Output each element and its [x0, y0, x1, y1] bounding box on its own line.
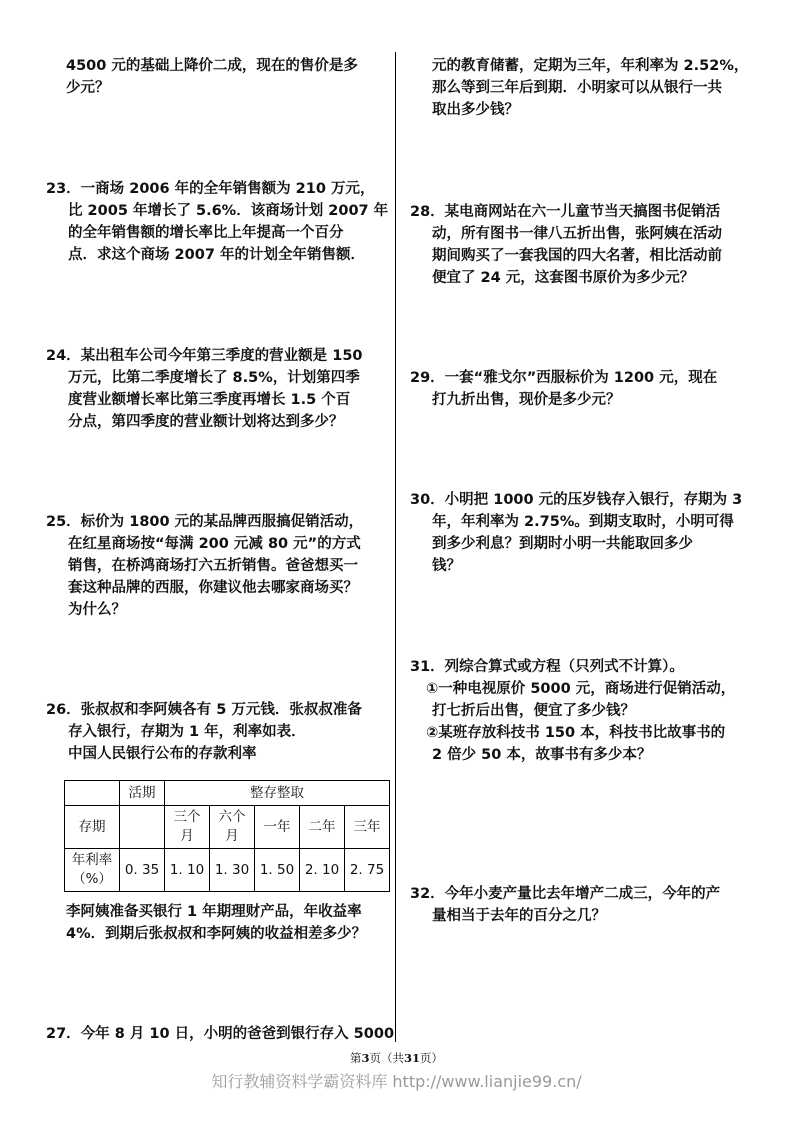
- question-32: 32．今年小麦产量比去年增产二成三，今年的产 量相当于去年的百分之几？: [410, 886, 721, 924]
- table-rate-6m: 1. 30: [210, 849, 255, 892]
- column-divider: [395, 52, 396, 1042]
- table-rate-1y: 1. 50: [255, 849, 300, 892]
- table-term-2y: 二年: [300, 806, 345, 849]
- question-22-tail: 4500 元的基础上降价二成，现在的售价是多 少元？: [66, 58, 358, 96]
- table-term-3y: 三年: [345, 806, 390, 849]
- table-header-current: 活期: [120, 781, 165, 806]
- question-28: 28．某电商网站在六一儿童节当天搞图书促销活 动，所有图书一律八五折出售，张阿姨在活动 期间购买了一套我国的四大名著，相比活动前 便宜了 24 元，这套图书原价为多少元？: [410, 204, 722, 286]
- question-27: 27．今年 8 月 10 日，小明的爸爸到银行存入 5000: [46, 1026, 395, 1042]
- question-24: 24．某出租车公司今年第三季度的营业额是 150 万元，比第二季度增长了 8.5%，计划第四季 度营业额增长率比第三季度再增长 1.5 个百 分点，第四季度的营业额计划将达到多少？: [46, 348, 363, 430]
- question-26-tail: 李阿姨准备买银行 1 年期理财产品，年收益率 4%．到期后张叔叔和李阿姨的收益相差多少？: [66, 904, 367, 942]
- table-rate-3y: 2. 75: [345, 849, 390, 892]
- table-label-term: 存期: [65, 806, 120, 849]
- page-number: 第3页（共31页）: [349, 1051, 444, 1065]
- watermark-link[interactable]: 知行教辅资料学霸资料库 http://www.lianjie99.cn/: [211, 1072, 582, 1091]
- table-rate-current: 0. 35: [120, 849, 165, 892]
- table-term-1y: 一年: [255, 806, 300, 849]
- table-header-fixed: 整存整取: [165, 781, 390, 806]
- question-25: 25．标价为 1800 元的某品牌西服搞促销活动， 在红星商场按“每满 200 元减 80 元”的方式 销售，在桥鸿商场打六五折销售。爸爸想买一 套这种品牌的西服，你建议他去哪家商场买？ 为什么？: [46, 514, 364, 618]
- deposit-rate-table: [64, 780, 390, 892]
- table-term-6m: 六个 月: [210, 806, 255, 849]
- question-23: 23．一商场 2006 年的全年销售额为 210 万元， 比 2005 年增长了 5.6%．该商场计划 2007 年 的全年销售额的增长率比上年提高一个百分 点．求这个商场 2007 年的计划全年销售额．: [46, 181, 389, 263]
- table-rate-2y: 2. 10: [300, 849, 345, 892]
- table-label-rate: 年利率 （%）: [65, 849, 120, 892]
- question-31: 31．列综合算式或方程（只列式不计算）。 ①一种电视原价 5000 元，商场进行促销活动， 打七折后出售，便宜了多少钱？ ②某班存放科技书 150 本，科技书比故事书的 2 倍少 50 本，故事书有多少本？: [410, 659, 736, 763]
- table-term-3m: 三个 月: [165, 806, 210, 849]
- table-cell-blank: [65, 781, 120, 806]
- table-rate-3m: 1. 10: [165, 849, 210, 892]
- table-cell-blank: [120, 806, 165, 849]
- question-30: 30．小明把 1000 元的压岁钱存入银行，存期为 3 年，年利率为 2.75%。到期支取时，小明可得 到多少利息？到期时小明一共能取回多少 钱？: [410, 492, 743, 574]
- question-27-tail: 元的教育储蓄，定期为三年，年利率为 2.52%， 那么等到三年后到期．小明家可以从银行一共 取出多少钱？: [432, 58, 749, 118]
- question-26: 26．张叔叔和李阿姨各有 5 万元钱．张叔叔准备 存入银行，存期为 1 年，利率如表． 中国人民银行公布的存款利率: [46, 702, 362, 762]
- question-29: 29．一套“雅戈尔”西服标价为 1200 元，现在 打九折出售，现价是多少元？: [410, 370, 718, 408]
